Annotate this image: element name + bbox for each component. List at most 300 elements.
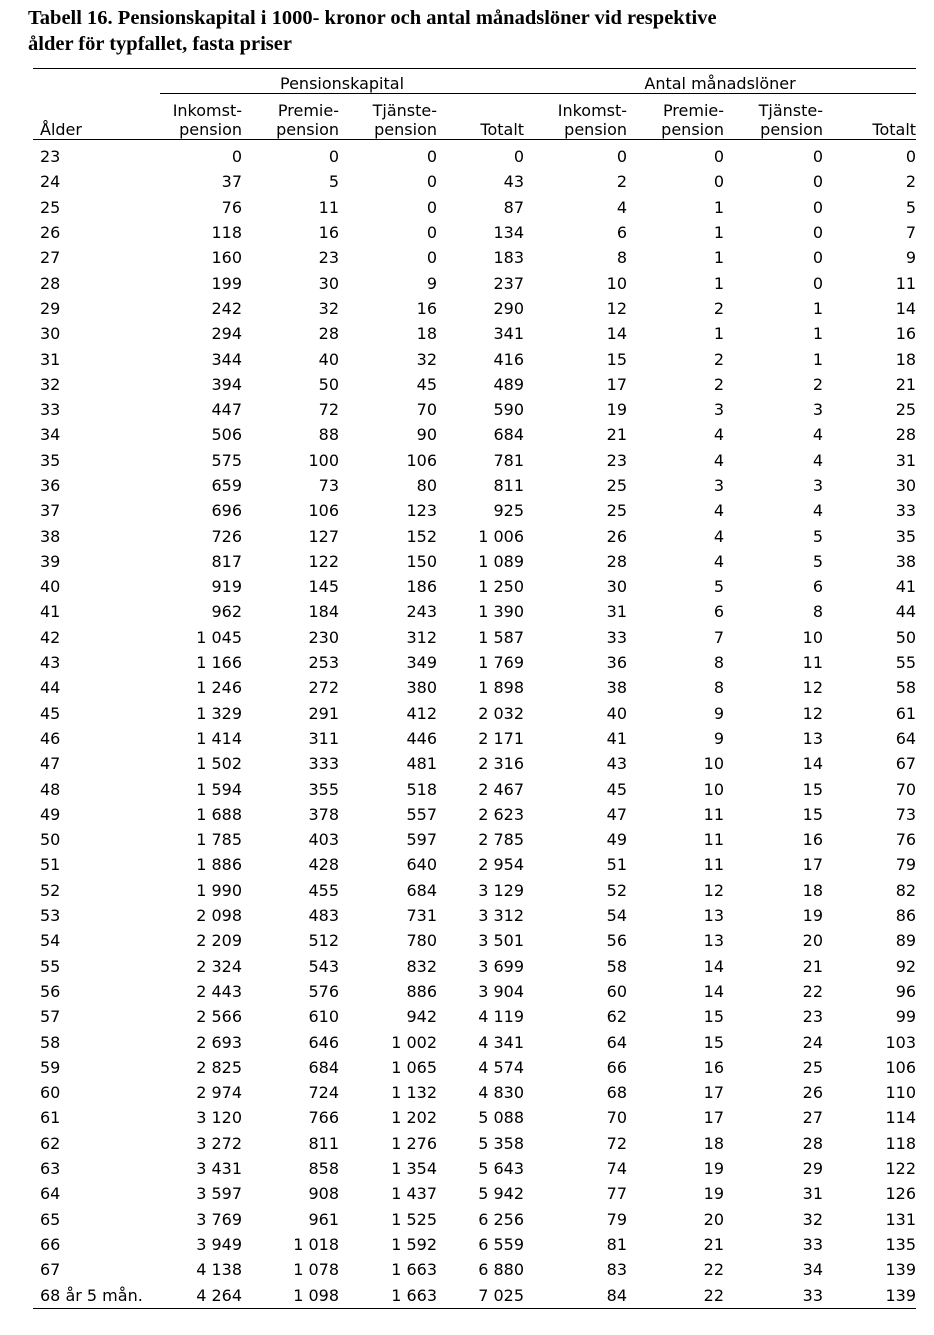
cell-capital-inkomstpension: 344	[211, 349, 242, 369]
cell-salaries-premiepension: 11	[703, 830, 725, 850]
cell-salaries-inkomstpension: 23	[606, 450, 628, 470]
cell-capital-inkomstpension: 2 693	[196, 1032, 242, 1052]
cell-capital-tjanstepension: 1 525	[391, 1209, 437, 1229]
cell-salaries-tjanstepension: 18	[802, 880, 824, 900]
cell-salaries-inkomstpension: 43	[606, 754, 628, 774]
cell-capital-inkomstpension: 37	[221, 172, 242, 192]
cell-alder: 57	[40, 1007, 61, 1027]
cell-salaries-tjanstepension: 5	[812, 551, 824, 571]
cell-salaries-totalt: 38	[895, 551, 917, 571]
cell-alder: 50	[40, 830, 61, 850]
cell-salaries-totalt: 31	[895, 450, 917, 470]
cell-capital-premiepension: 122	[308, 551, 339, 571]
cell-salaries-inkomstpension: 10	[606, 273, 628, 293]
cell-salaries-inkomstpension: 31	[606, 602, 628, 622]
cell-capital-tjanstepension: 1 202	[391, 1108, 437, 1128]
cell-capital-inkomstpension: 3 272	[196, 1133, 242, 1153]
cell-capital-totalt: 134	[493, 223, 525, 243]
cell-salaries-premiepension: 17	[703, 1083, 725, 1103]
cell-salaries-tjanstepension: 21	[802, 956, 824, 976]
cell-capital-inkomstpension: 3 120	[196, 1108, 242, 1128]
cell-capital-inkomstpension: 919	[211, 577, 242, 597]
cell-salaries-inkomstpension: 72	[606, 1133, 628, 1153]
table-row	[33, 523, 916, 548]
cell-salaries-premiepension: 3	[713, 476, 725, 495]
cell-salaries-premiepension: 19	[703, 1159, 725, 1179]
cell-alder: 24	[40, 172, 61, 192]
cell-capital-inkomstpension: 1 990	[196, 880, 242, 900]
cell-capital-inkomstpension: 575	[211, 450, 242, 470]
cell-salaries-totalt: 21	[895, 374, 917, 394]
cell-capital-totalt: 43	[503, 172, 525, 192]
cell-alder: 36	[40, 476, 61, 495]
table-row	[33, 321, 916, 346]
cell-salaries-tjanstepension: 0	[812, 147, 824, 167]
table-row	[33, 675, 916, 700]
cell-capital-premiepension: 483	[308, 906, 339, 926]
table-row	[33, 751, 916, 776]
cell-capital-totalt: 341	[493, 324, 525, 344]
cell-salaries-inkomstpension: 2	[616, 172, 628, 192]
col-header-capital-premiepension: Premie- pension	[276, 101, 339, 139]
table-row	[33, 1080, 916, 1105]
cell-salaries-inkomstpension: 68	[606, 1083, 628, 1103]
cell-capital-inkomstpension: 726	[211, 526, 242, 546]
cell-salaries-totalt: 67	[895, 754, 917, 774]
table-row	[33, 903, 916, 928]
cell-capital-premiepension: 512	[308, 931, 339, 951]
cell-salaries-tjanstepension: 17	[802, 855, 824, 875]
cell-salaries-premiepension: 3	[713, 400, 725, 420]
cell-alder: 42	[40, 627, 61, 647]
cell-salaries-premiepension: 2	[713, 298, 725, 318]
table-header	[33, 69, 916, 140]
cell-salaries-totalt: 96	[895, 981, 917, 1001]
cell-salaries-premiepension: 2	[713, 374, 725, 394]
group-header-row	[33, 69, 916, 94]
cell-alder: 26	[40, 223, 61, 243]
cell-salaries-tjanstepension: 13	[802, 728, 824, 748]
cell-capital-tjanstepension: 597	[406, 830, 437, 850]
cell-capital-premiepension: 72	[318, 400, 339, 420]
cell-salaries-tjanstepension: 1	[812, 298, 824, 318]
cell-capital-premiepension: 73	[318, 476, 339, 495]
cell-salaries-totalt: 14	[895, 298, 917, 318]
cell-salaries-totalt: 11	[895, 273, 917, 293]
cell-capital-totalt: 237	[493, 273, 525, 293]
cell-capital-totalt: 416	[493, 349, 525, 369]
cell-alder: 27	[40, 248, 61, 268]
cell-capital-tjanstepension: 1 592	[391, 1234, 437, 1254]
cell-capital-premiepension: 5	[328, 172, 339, 192]
cell-salaries-tjanstepension: 6	[812, 577, 824, 597]
cell-capital-inkomstpension: 4 264	[160, 1282, 242, 1308]
cell-alder: 52	[40, 880, 61, 900]
cell-capital-inkomstpension: 2 566	[196, 1007, 242, 1027]
cell-salaries-inkomstpension: 84	[524, 1282, 627, 1308]
cell-salaries-tjanstepension: 8	[812, 602, 824, 622]
cell-salaries-inkomstpension: 8	[616, 248, 628, 268]
cell-alder: 47	[40, 754, 61, 774]
cell-salaries-premiepension: 4	[713, 551, 725, 571]
cell-capital-premiepension: 724	[308, 1083, 339, 1103]
cell-capital-tjanstepension: 684	[406, 880, 437, 900]
cell-capital-premiepension: 684	[308, 1057, 339, 1077]
cell-salaries-totalt: 76	[895, 830, 917, 850]
cell-capital-inkomstpension: 1 502	[196, 754, 242, 774]
cell-capital-totalt: 1 250	[478, 577, 525, 597]
cell-alder: 61	[40, 1108, 61, 1128]
cell-capital-tjanstepension: 106	[406, 450, 437, 470]
cell-alder: 55	[40, 956, 61, 976]
cell-alder: 58	[40, 1032, 61, 1052]
cell-capital-premiepension: 766	[308, 1108, 339, 1128]
cell-salaries-tjanstepension: 4	[812, 501, 824, 521]
table-row	[33, 473, 916, 498]
cell-salaries-tjanstepension: 25	[802, 1057, 824, 1077]
cell-salaries-inkomstpension: 38	[606, 678, 628, 698]
cell-capital-totalt: 489	[493, 374, 525, 394]
cell-salaries-premiepension: 4	[713, 425, 725, 445]
cell-capital-tjanstepension: 1 354	[391, 1159, 437, 1179]
cell-alder: 35	[40, 450, 61, 470]
cell-capital-tjanstepension: 150	[406, 551, 437, 571]
cell-salaries-premiepension: 15	[703, 1007, 725, 1027]
cell-salaries-premiepension: 22	[627, 1282, 724, 1308]
cell-alder: 46	[40, 728, 61, 748]
table-body	[33, 140, 916, 1309]
cell-salaries-totalt: 9	[905, 248, 917, 268]
cell-alder: 59	[40, 1057, 61, 1077]
cell-capital-inkomstpension: 160	[211, 248, 242, 268]
cell-capital-premiepension: 127	[308, 526, 339, 546]
cell-salaries-inkomstpension: 15	[606, 349, 628, 369]
cell-capital-premiepension: 610	[308, 1007, 339, 1027]
table-row	[33, 220, 916, 245]
cell-capital-premiepension: 576	[308, 981, 339, 1001]
cell-capital-inkomstpension: 1 785	[196, 830, 242, 850]
cell-salaries-totalt: 33	[895, 501, 917, 521]
cell-salaries-totalt: 0	[905, 147, 917, 167]
cell-salaries-tjanstepension: 0	[812, 248, 824, 268]
table-row	[33, 979, 916, 1004]
cell-salaries-premiepension: 19	[703, 1184, 725, 1204]
cell-salaries-inkomstpension: 77	[606, 1184, 628, 1204]
cell-capital-totalt: 1 587	[478, 627, 525, 647]
cell-capital-premiepension: 145	[308, 577, 339, 597]
cell-capital-inkomstpension: 696	[211, 501, 242, 521]
cell-salaries-tjanstepension: 20	[802, 931, 824, 951]
cell-salaries-totalt: 118	[885, 1133, 917, 1153]
cell-salaries-premiepension: 14	[703, 981, 725, 1001]
table-row	[33, 448, 916, 473]
cell-capital-tjanstepension: 0	[426, 223, 437, 243]
cell-capital-premiepension: 0	[328, 147, 339, 167]
table-row	[33, 1257, 916, 1282]
cell-salaries-premiepension: 4	[713, 501, 725, 521]
cell-capital-inkomstpension: 242	[211, 298, 242, 318]
table-row	[33, 625, 916, 650]
cell-capital-totalt: 2 316	[478, 754, 525, 774]
cell-alder: 63	[40, 1159, 61, 1179]
cell-salaries-totalt: 2	[905, 172, 917, 192]
cell-capital-tjanstepension: 446	[406, 728, 437, 748]
cell-capital-inkomstpension: 118	[211, 223, 242, 243]
cell-capital-tjanstepension: 243	[406, 602, 437, 622]
cell-salaries-tjanstepension: 1	[812, 349, 824, 369]
cell-capital-premiepension: 16	[318, 223, 339, 243]
cell-salaries-tjanstepension: 0	[812, 197, 824, 217]
cell-salaries-premiepension: 1	[713, 197, 725, 217]
cell-salaries-tjanstepension: 27	[802, 1108, 824, 1128]
cell-salaries-premiepension: 8	[713, 678, 725, 698]
cell-salaries-totalt: 28	[895, 425, 917, 445]
cell-capital-tjanstepension: 1 276	[391, 1133, 437, 1153]
cell-salaries-premiepension: 12	[703, 880, 725, 900]
cell-capital-inkomstpension: 1 166	[196, 653, 242, 673]
cell-capital-inkomstpension: 1 688	[196, 804, 242, 824]
cell-capital-totalt: 2 623	[478, 804, 525, 824]
cell-capital-tjanstepension: 1 437	[391, 1184, 437, 1204]
table-title-line-2: ålder för typfallet, fasta priser	[28, 33, 292, 55]
cell-capital-totalt: 5 358	[478, 1133, 525, 1153]
cell-salaries-inkomstpension: 81	[606, 1234, 628, 1254]
table-row	[33, 1181, 916, 1206]
cell-salaries-tjanstepension: 31	[802, 1184, 824, 1204]
cell-salaries-totalt: 25	[895, 400, 917, 420]
cell-alder: 33	[40, 400, 61, 420]
cell-alder: 37	[40, 501, 61, 521]
cell-salaries-totalt: 41	[895, 577, 917, 597]
cell-capital-premiepension: 311	[308, 728, 339, 748]
cell-salaries-tjanstepension: 26	[802, 1083, 824, 1103]
cell-salaries-tjanstepension: 12	[802, 703, 824, 723]
table-row	[33, 195, 916, 220]
cell-alder: 53	[40, 906, 61, 926]
cell-salaries-premiepension: 9	[713, 703, 725, 723]
cell-salaries-totalt: 16	[895, 324, 917, 344]
cell-capital-premiepension: 1 098	[242, 1282, 339, 1308]
cell-salaries-inkomstpension: 47	[606, 804, 628, 824]
cell-salaries-totalt: 103	[885, 1032, 917, 1052]
cell-salaries-tjanstepension: 28	[802, 1133, 824, 1153]
cell-capital-totalt: 1 089	[478, 551, 525, 571]
cell-salaries-tjanstepension: 12	[802, 678, 824, 698]
cell-capital-premiepension: 106	[308, 501, 339, 521]
cell-salaries-premiepension: 15	[703, 1032, 725, 1052]
cell-salaries-inkomstpension: 45	[606, 779, 628, 799]
cell-capital-tjanstepension: 780	[406, 931, 437, 951]
cell-capital-tjanstepension: 70	[416, 400, 437, 420]
cell-capital-tjanstepension: 731	[406, 906, 437, 926]
cell-salaries-premiepension: 9	[713, 728, 725, 748]
cell-capital-totalt: 7 025	[437, 1282, 524, 1308]
col-header-salaries-inkomstpension: Inkomst- pension	[557, 101, 628, 139]
cell-salaries-tjanstepension: 3	[812, 400, 824, 420]
cell-salaries-tjanstepension: 11	[802, 653, 824, 673]
cell-capital-tjanstepension: 1 663	[339, 1282, 437, 1308]
cell-alder: 28	[40, 273, 61, 293]
cell-capital-tjanstepension: 152	[406, 526, 437, 546]
cell-alder: 54	[40, 931, 61, 951]
cell-capital-premiepension: 646	[308, 1032, 339, 1052]
cell-capital-premiepension: 88	[318, 425, 339, 445]
cell-alder: 38	[40, 526, 61, 546]
cell-salaries-premiepension: 20	[703, 1209, 725, 1229]
cell-capital-premiepension: 28	[318, 324, 339, 344]
table-row	[33, 726, 916, 751]
group-header-spacer	[33, 69, 160, 94]
cell-salaries-totalt: 70	[895, 779, 917, 799]
cell-salaries-totalt: 73	[895, 804, 917, 824]
cell-salaries-tjanstepension: 15	[802, 804, 824, 824]
cell-salaries-tjanstepension: 22	[802, 981, 824, 1001]
cell-capital-premiepension: 1 018	[293, 1234, 339, 1254]
table-row	[33, 140, 916, 170]
cell-salaries-inkomstpension: 64	[606, 1032, 628, 1052]
cell-salaries-inkomstpension: 60	[606, 981, 628, 1001]
cell-salaries-premiepension: 0	[713, 147, 725, 167]
cell-salaries-premiepension: 18	[703, 1133, 725, 1153]
cell-salaries-tjanstepension: 1	[812, 324, 824, 344]
cell-capital-tjanstepension: 1 663	[391, 1260, 437, 1280]
cell-salaries-totalt: 5	[905, 197, 917, 217]
cell-alder: 51	[40, 855, 61, 875]
cell-capital-totalt: 2 032	[478, 703, 525, 723]
cell-salaries-tjanstepension: 4	[812, 450, 824, 470]
cell-capital-tjanstepension: 45	[416, 374, 437, 394]
cell-capital-tjanstepension: 832	[406, 956, 437, 976]
cell-capital-totalt: 684	[493, 425, 525, 445]
cell-salaries-inkomstpension: 21	[606, 425, 628, 445]
cell-capital-inkomstpension: 1 329	[196, 703, 242, 723]
cell-capital-inkomstpension: 1 246	[196, 678, 242, 698]
cell-salaries-tjanstepension: 34	[802, 1260, 824, 1280]
cell-capital-totalt: 1 898	[478, 678, 525, 698]
cell-capital-inkomstpension: 659	[211, 476, 242, 495]
cell-salaries-totalt: 79	[895, 855, 917, 875]
cell-salaries-premiepension: 21	[703, 1234, 725, 1254]
cell-salaries-premiepension: 5	[713, 577, 725, 597]
cell-salaries-totalt: 122	[885, 1159, 917, 1179]
cell-salaries-inkomstpension: 79	[606, 1209, 628, 1229]
cell-salaries-tjanstepension: 0	[812, 172, 824, 192]
cell-capital-inkomstpension: 1 414	[196, 728, 242, 748]
cell-salaries-totalt: 139	[885, 1260, 917, 1280]
cell-capital-totalt: 4 574	[478, 1057, 525, 1077]
cell-salaries-inkomstpension: 25	[606, 476, 628, 495]
table-row	[33, 776, 916, 801]
table-row	[33, 346, 916, 371]
cell-salaries-totalt: 139	[823, 1282, 916, 1308]
table-row	[33, 372, 916, 397]
table-row	[33, 422, 916, 447]
cell-salaries-inkomstpension: 6	[616, 223, 628, 243]
table-row	[33, 1105, 916, 1130]
cell-salaries-tjanstepension: 33	[724, 1282, 823, 1308]
cell-salaries-tjanstepension: 10	[802, 627, 824, 647]
cell-salaries-inkomstpension: 41	[606, 728, 628, 748]
table-row	[33, 928, 916, 953]
table-row	[33, 549, 916, 574]
cell-salaries-totalt: 86	[895, 906, 917, 926]
cell-salaries-premiepension: 6	[713, 602, 725, 622]
cell-capital-premiepension: 253	[308, 653, 339, 673]
cell-capital-premiepension: 272	[308, 678, 339, 698]
cell-alder: 43	[40, 653, 61, 673]
cell-salaries-tjanstepension: 23	[802, 1007, 824, 1027]
table-row	[33, 650, 916, 675]
cell-salaries-premiepension: 1	[713, 273, 725, 293]
cell-salaries-inkomstpension: 52	[606, 880, 628, 900]
cell-alder: 32	[40, 374, 61, 394]
cell-salaries-totalt: 55	[895, 653, 917, 673]
cell-salaries-premiepension: 8	[713, 653, 725, 673]
cell-salaries-inkomstpension: 62	[606, 1007, 628, 1027]
table-row	[33, 574, 916, 599]
table-row	[33, 599, 916, 624]
col-header-salaries-tjanstepension: Tjänste- pension	[758, 101, 824, 139]
table-row	[33, 397, 916, 422]
cell-capital-totalt: 3 129	[478, 880, 525, 900]
cell-salaries-totalt: 110	[885, 1083, 917, 1103]
cell-salaries-premiepension: 17	[703, 1108, 725, 1128]
cell-capital-totalt: 781	[493, 450, 525, 470]
cell-capital-totalt: 2 954	[478, 855, 525, 875]
cell-salaries-inkomstpension: 17	[606, 374, 628, 394]
table-row	[33, 245, 916, 270]
cell-capital-inkomstpension: 817	[211, 551, 242, 571]
cell-capital-totalt: 5 942	[478, 1184, 525, 1204]
cell-capital-inkomstpension: 3 431	[196, 1159, 242, 1179]
cell-capital-inkomstpension: 394	[211, 374, 242, 394]
cell-capital-tjanstepension: 18	[416, 324, 437, 344]
cell-salaries-inkomstpension: 40	[606, 703, 628, 723]
cell-salaries-premiepension: 4	[713, 450, 725, 470]
cell-capital-totalt: 2 467	[478, 779, 525, 799]
cell-salaries-inkomstpension: 66	[606, 1057, 628, 1077]
cell-capital-premiepension: 291	[308, 703, 339, 723]
cell-capital-tjanstepension: 123	[406, 501, 437, 521]
cell-capital-premiepension: 378	[308, 804, 339, 824]
cell-capital-premiepension: 50	[318, 374, 339, 394]
cell-capital-premiepension: 355	[308, 779, 339, 799]
cell-alder: 30	[40, 324, 61, 344]
cell-capital-tjanstepension: 0	[426, 172, 437, 192]
cell-alder: 67	[40, 1260, 61, 1280]
cell-capital-totalt: 5 088	[478, 1108, 525, 1128]
cell-capital-totalt: 290	[493, 298, 525, 318]
table-row	[33, 1232, 916, 1257]
cell-capital-totalt: 3 501	[478, 931, 525, 951]
cell-capital-premiepension: 184	[308, 602, 339, 622]
cell-capital-premiepension: 858	[308, 1159, 339, 1179]
col-header-salaries-premiepension: Premie- pension	[661, 101, 725, 139]
pension-table	[33, 68, 916, 1309]
cell-capital-totalt: 925	[493, 501, 525, 521]
cell-salaries-inkomstpension: 83	[606, 1260, 628, 1280]
cell-salaries-inkomstpension: 19	[606, 400, 628, 420]
cell-alder: 44	[40, 678, 61, 698]
cell-capital-premiepension: 333	[308, 754, 339, 774]
cell-capital-totalt: 4 341	[478, 1032, 525, 1052]
cell-salaries-inkomstpension: 0	[616, 147, 628, 167]
cell-capital-tjanstepension: 0	[426, 248, 437, 268]
cell-capital-inkomstpension: 199	[211, 273, 242, 293]
cell-alder: 29	[40, 298, 61, 318]
cell-salaries-totalt: 58	[895, 678, 917, 698]
table-title	[28, 5, 918, 57]
